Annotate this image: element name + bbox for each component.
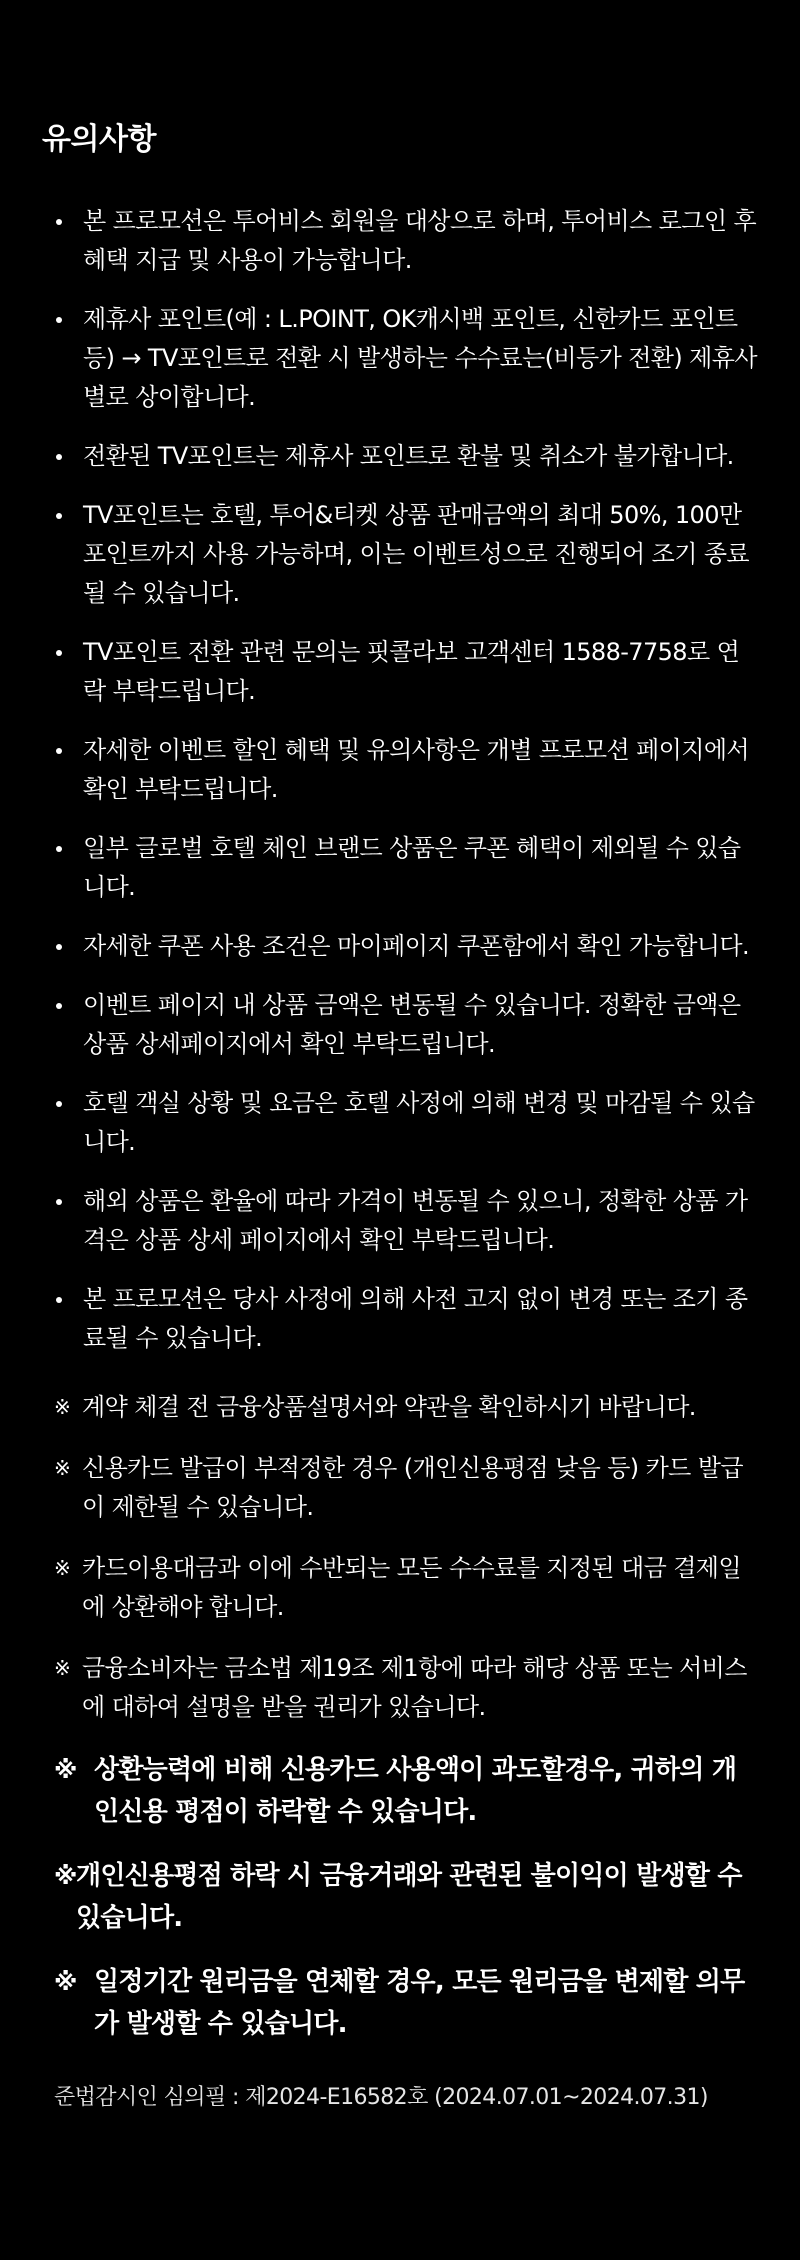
bullet-dot-icon xyxy=(56,1003,62,1009)
warning-notice-text: 상환능력에 비해 신용카드 사용액이 과도할경우, 귀하의 개인신용 평점이 하락할 수 있습니다. xyxy=(94,1755,737,1827)
warning-notice-text: 일정기간 원리금을 연체할 경우, 모든 원리금을 변제할 의무가 발생할 수 있습니다. xyxy=(94,1967,745,2039)
warning-notice-item xyxy=(42,1749,758,1833)
list-item xyxy=(42,986,758,1064)
notice-text: 카드이용대금과 이에 수반되는 모든 수수료를 지정된 대금 결제일에 상환해야 합니다. xyxy=(82,1554,741,1621)
reference-mark-icon: ※ xyxy=(54,1756,77,1784)
list-item xyxy=(42,633,758,711)
list-item xyxy=(42,731,758,809)
notice-text: 금융소비자는 금소법 제19조 제1항에 따라 해당 상품 또는 서비스에 대하여 설명을 받을 권리가 있습니다. xyxy=(82,1654,747,1721)
list-item-text: 호텔 객실 상황 및 요금은 호텔 사정에 의해 변경 및 마감될 수 있습니다. xyxy=(83,1089,755,1156)
reference-mark-icon: ※ xyxy=(54,1656,71,1680)
notice-item xyxy=(42,1649,758,1727)
list-item xyxy=(42,1182,758,1260)
list-item xyxy=(42,202,758,280)
list-item-text: 자세한 쿠폰 사용 조건은 마이페이지 쿠폰함에서 확인 가능합니다. xyxy=(83,932,749,960)
notice-list xyxy=(42,1388,758,2045)
reference-mark-icon: ※ xyxy=(54,1862,77,1890)
list-item xyxy=(42,1280,758,1358)
bullet-dot-icon xyxy=(56,1297,62,1303)
compliance-approval-number: 준법감시인 심의필 : 제2024-E16582호 (2024.07.01~2024.07.31) xyxy=(54,2085,708,2110)
bullet-dot-icon xyxy=(56,748,62,754)
list-item-text: TV포인트는 호텔, 투어&티켓 상품 판매금액의 최대 50%, 100만 포인트까지 사용 가능하며, 이는 이벤트성으로 진행되어 조기 종료될 수 있습니다. xyxy=(83,501,749,607)
list-item-text: 자세한 이벤트 할인 혜택 및 유의사항은 개별 프로모션 페이지에서 확인 부탁드립니다. xyxy=(83,736,749,803)
page-title: 유의사항 xyxy=(42,122,156,157)
bullet-dot-icon xyxy=(56,1199,62,1205)
list-item xyxy=(42,496,758,613)
reference-mark-icon: ※ xyxy=(54,1456,71,1480)
notice-item xyxy=(42,1388,758,1427)
reference-mark-icon: ※ xyxy=(54,1395,71,1419)
notice-text: 신용카드 발급이 부적정한 경우 (개인신용평점 낮음 등) 카드 발급이 제한될 수 있습니다. xyxy=(82,1454,743,1521)
bullet-dot-icon xyxy=(56,846,62,852)
list-item xyxy=(42,927,758,966)
reference-mark-icon: ※ xyxy=(54,1556,71,1580)
list-item-text: 본 프로모션은 투어비스 회원을 대상으로 하며, 투어비스 로그인 후 혜택 지급 및 사용이 가능합니다. xyxy=(83,207,757,274)
list-item xyxy=(42,437,758,476)
bullet-list xyxy=(42,202,758,1358)
list-item-text: 제휴사 포인트(예 : L.POINT, OK캐시백 포인트, 신한카드 포인트 등) → TV포인트로 전환 시 발생하는 수수료는(비등가 전환) 제휴사 별로 상이합니다. xyxy=(83,305,757,411)
list-item-text: 본 프로모션은 당사 사정에 의해 사전 고지 없이 변경 또는 조기 종료될 수 있습니다. xyxy=(83,1285,748,1352)
bullet-dot-icon xyxy=(56,650,62,656)
notice-item xyxy=(42,1449,758,1527)
bullet-dot-icon xyxy=(56,1101,62,1107)
notice-item xyxy=(42,1549,758,1627)
warning-notice-item xyxy=(42,1961,758,2045)
reference-mark-icon: ※ xyxy=(54,1968,77,1996)
list-item-text: TV포인트 전환 관련 문의는 핏콜라보 고객센터 1588-7758로 연락 부탁드립니다. xyxy=(83,638,740,705)
list-item-text: 해외 상품은 환율에 따라 가격이 변동될 수 있으니, 정확한 상품 가격은 상품 상세 페이지에서 확인 부탁드립니다. xyxy=(83,1187,748,1254)
list-item-text: 이벤트 페이지 내 상품 금액은 변동될 수 있습니다. 정확한 금액은 상품 상세페이지에서 확인 부탁드립니다. xyxy=(83,991,741,1058)
list-item xyxy=(42,829,758,907)
list-item xyxy=(42,1084,758,1162)
bullet-dot-icon xyxy=(56,944,62,950)
warning-notice-text: 개인신용평점 하락 시 금융거래와 관련된 불이익이 발생할 수 있습니다. xyxy=(76,1861,742,1933)
list-item-text: 전환된 TV포인트는 제휴사 포인트로 환불 및 취소가 불가합니다. xyxy=(83,442,734,470)
bullet-dot-icon xyxy=(56,513,62,519)
bullet-dot-icon xyxy=(56,454,62,460)
bullet-dot-icon xyxy=(56,219,62,225)
warning-notice-item xyxy=(42,1855,758,1939)
bullet-dot-icon xyxy=(56,317,62,323)
list-item xyxy=(42,300,758,417)
notice-text: 계약 체결 전 금융상품설명서와 약관을 확인하시기 바랍니다. xyxy=(82,1393,696,1421)
list-item-text: 일부 글로벌 호텔 체인 브랜드 상품은 쿠폰 혜택이 제외될 수 있습니다. xyxy=(83,834,741,901)
